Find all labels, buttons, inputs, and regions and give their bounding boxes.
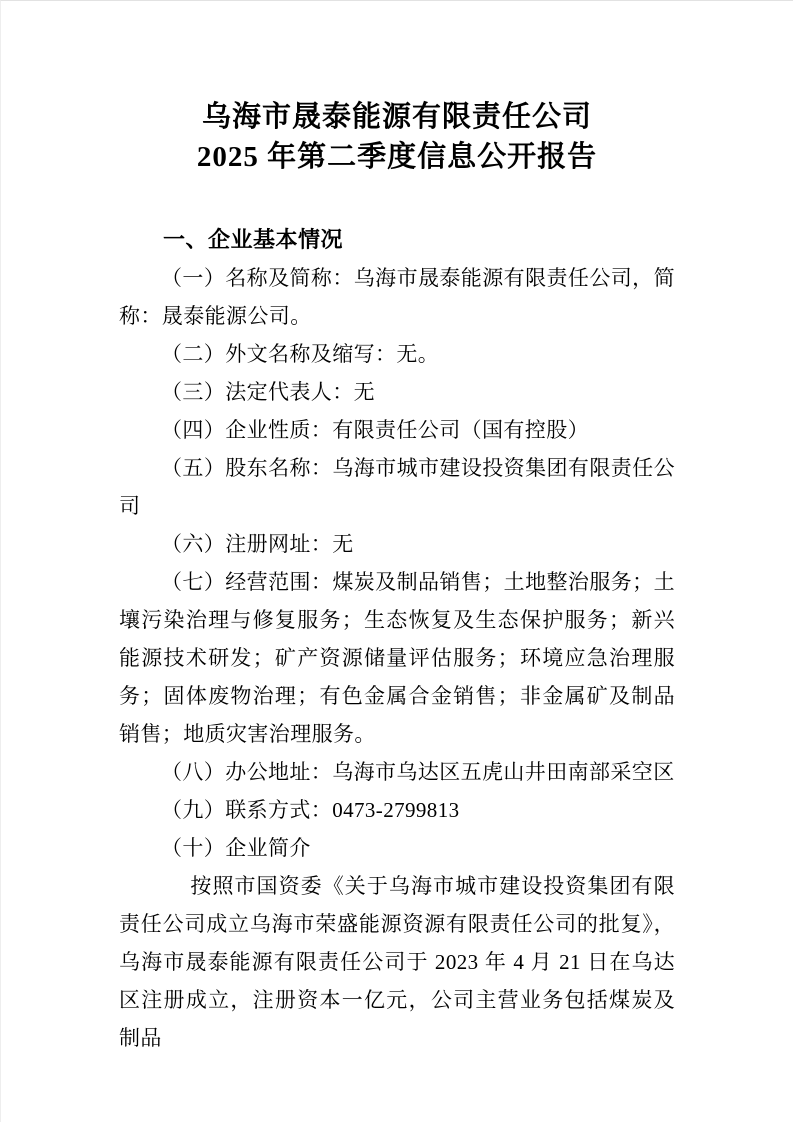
document-title-line2: 2025 年第二季度信息公开报告 xyxy=(196,141,598,173)
paragraph-registered-website: （六）注册网址：无 xyxy=(161,532,354,556)
paragraph-contact-number: （九）联系方式：0473-2799813 xyxy=(161,798,460,822)
section-heading-basic-info: 一、企业基本情况 xyxy=(163,227,344,252)
paragraph-legal-representative: （三）法定代表人：无 xyxy=(161,380,375,404)
paragraph-shareholder-name: （五）股东名称：乌海市城市建设投资集团有限责任公司 xyxy=(119,456,675,518)
paragraph-enterprise-nature: （四）企业性质：有限责任公司（国有控股） xyxy=(161,418,589,442)
paragraph-office-address: （八）办公地址：乌海市乌达区五虎山井田南部采空区 xyxy=(161,760,675,784)
paragraph-business-scope: （七）经营范围：煤炭及制品销售；土地整治服务；土壤污染治理与修复服务；生态恢复及生态保护服务；新兴能源技术研发；矿产资源储量评估服务；环境应急治理服务；固体废物治理；有色金属合金销售；非金属矿及制品销售；地质灾害治理服务。 xyxy=(119,570,675,746)
paragraph-name-and-abbreviation: （一）名称及简称：乌海市晟泰能源有限责任公司，简称：晟泰能源公司。 xyxy=(119,266,675,328)
document-title xyxy=(119,97,675,177)
paragraph-company-profile-body: 按照市国资委《关于乌海市城市建设投资集团有限责任公司成立乌海市荣盛能源资源有限责任公司的批复》，乌海市晟泰能源有限责任公司于 2023 年 4 月 21 日在乌达区注册成立，注册资本一亿元，公司主营业务包括煤炭及制品 xyxy=(119,874,675,1050)
document-title-line1: 乌海市晟泰能源有限责任公司 xyxy=(201,101,592,133)
paragraph-foreign-name: （二）外文名称及缩写：无。 xyxy=(161,342,440,366)
paragraph-company-profile-heading: （十）企业简介 xyxy=(161,836,311,860)
